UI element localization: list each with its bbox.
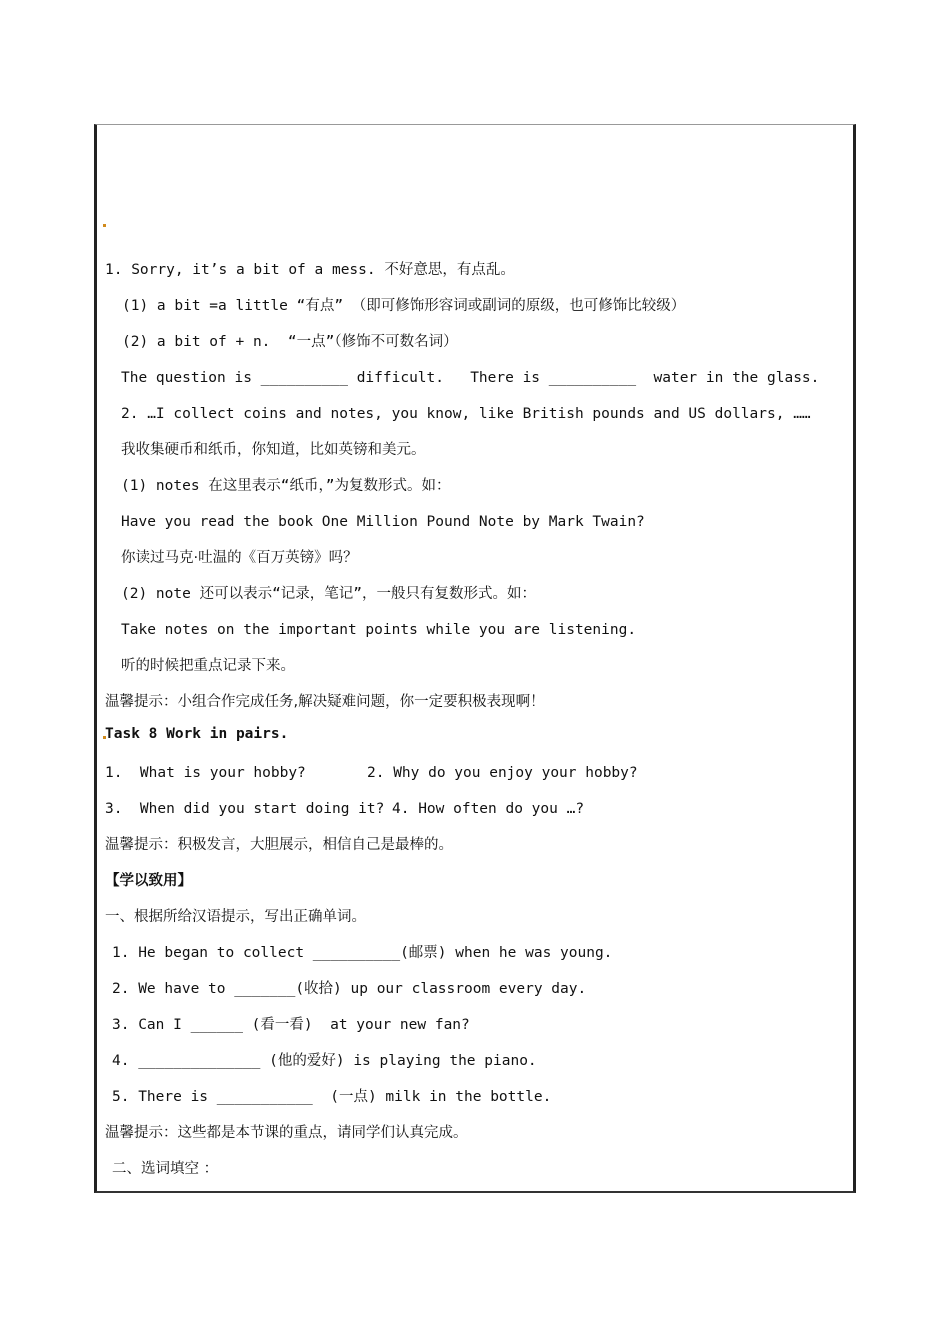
pair-question-4: 4. How often do you …? [392, 801, 585, 817]
exercise-4: 4. ______________ (他的爱好) is playing the piano. [112, 1053, 537, 1069]
tip-2: 温馨提示：积极发言，大胆展示，相信自己是最棒的。 [105, 837, 453, 853]
note-2: (2) note 还可以表示“记录，笔记”，一般只有复数形式。如： [121, 586, 537, 602]
exercise-1: 1. He began to collect __________(邮票) when he was young. [112, 945, 613, 961]
item-1: 1. Sorry, it’s a bit of a mess. 不好意思，有点乱。 [105, 262, 515, 278]
note-2-example: Take notes on the important points while you are listening. [121, 622, 637, 638]
note-1-translation: 你读过马克·吐温的《百万英镑》吗？ [121, 550, 358, 566]
pair-question-3: 3. When did you start doing it? [105, 801, 385, 817]
task-8-title: Task 8 Work in pairs. [105, 726, 289, 742]
marker-dot [103, 224, 106, 227]
exercise-2: 2. We have to _______(收拾) up our classroom every day. [112, 981, 587, 997]
note-1: (1) notes 在这里表示“纸币，”为复数形式。如： [121, 478, 451, 494]
item-2-translation: 我收集硬币和纸币，你知道，比如英镑和美元。 [121, 442, 426, 458]
tip-3: 温馨提示：这些都是本节课的重点，请同学们认真完成。 [105, 1125, 468, 1141]
practice-heading: 【学以致用】 [105, 873, 192, 889]
note-2-translation: 听的时候把重点记录下来。 [121, 658, 295, 674]
pair-question-2: 2. Why do you enjoy your hobby? [367, 765, 638, 781]
pair-question-1: 1. What is your hobby? [105, 765, 306, 781]
part-2-title: 二、选词填空 ： [112, 1161, 219, 1177]
example-sentence: The question is __________ difficult. There is __________ water in the glass. [121, 370, 820, 386]
tip-1: 温馨提示：小组合作完成任务,解决疑难问题，你一定要积极表现啊！ [105, 694, 545, 710]
exercise-5: 5. There is ___________ (一点) milk in the bottle. [112, 1089, 552, 1105]
part-1-title: 一、根据所给汉语提示，写出正确单词。 [105, 909, 366, 925]
item-2: 2. …I collect coins and notes, you know, like British pounds and US dollars, …… [121, 406, 811, 422]
exercise-3: 3. Can I ______ (看一看) at your new fan? [112, 1017, 470, 1033]
item-1-sub-2: (2) a bit of + n. “一点”（修饰不可数名词） [122, 334, 458, 350]
item-1-sub-1: (1) a bit =a little “有点” （即可修饰形容词或副词的原级，也可修饰比较级） [122, 298, 686, 314]
note-1-example: Have you read the book One Million Pound Note by Mark Twain? [121, 514, 645, 530]
